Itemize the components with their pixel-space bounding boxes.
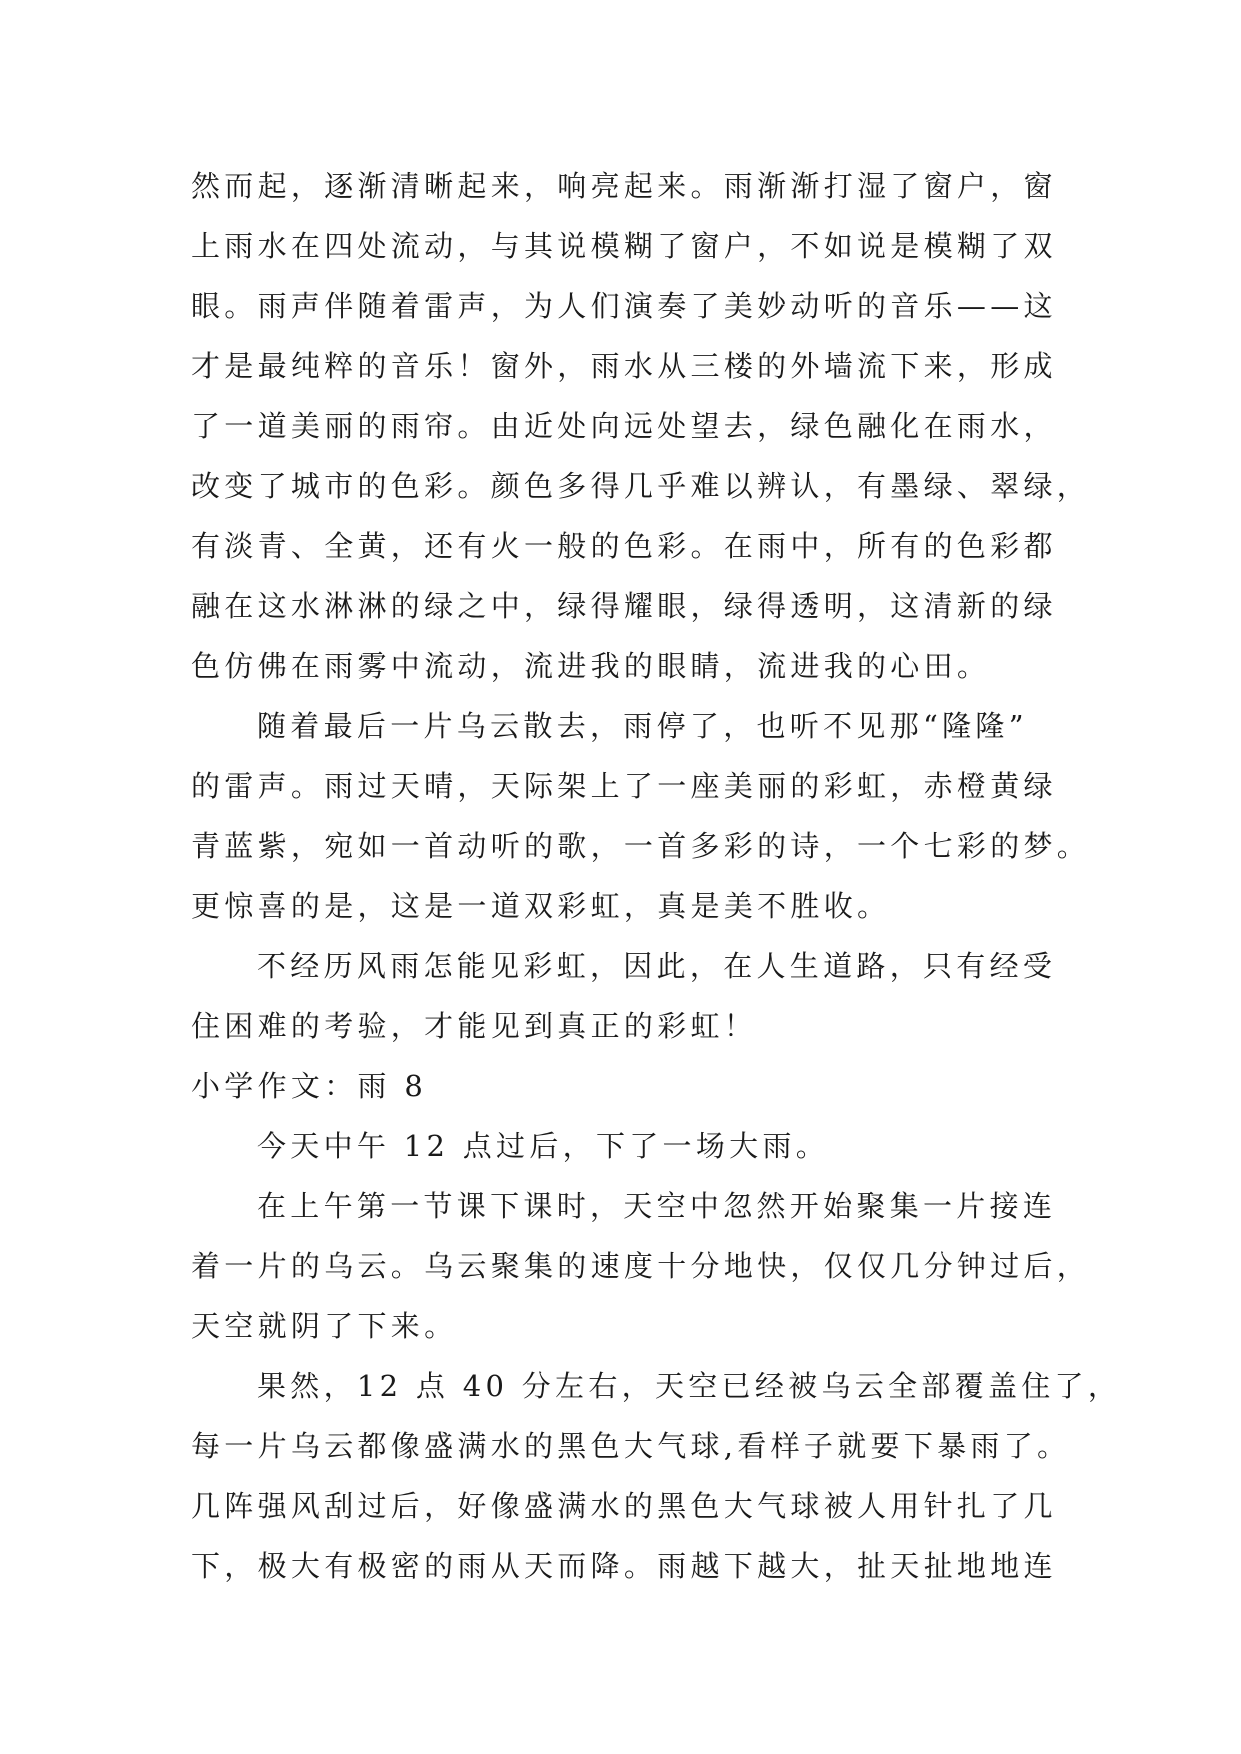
text-line: 下，极大有极密的雨从天而降。雨越下越大，扯天扯地地连 [191,1549,1057,1583]
paragraph-start-line: 今天中午 12 点过后，下了一场大雨。 [257,1129,830,1163]
paragraph-start-line: 在上午第一节课下课时，天空中忽然开始聚集一片接连 [257,1189,1057,1223]
text-line: 色仿佛在雨雾中流动，流进我的眼睛，流进我的心田。 [191,649,991,683]
paragraph-start-line: 果然，12 点 40 分左右，天空已经被乌云全部覆盖住了， [257,1369,1122,1403]
text-line: 上雨水在四处流动，与其说模糊了窗户，不如说是模糊了双 [191,229,1057,263]
text-line: 更惊喜的是，这是一道双彩虹，真是美不胜收。 [191,889,891,923]
text-line: 的雷声。雨过天晴，天际架上了一座美丽的彩虹，赤橙黄绿 [191,769,1057,803]
paragraph-start-line: 不经历风雨怎能见彩虹，因此，在人生道路，只有经受 [257,949,1057,983]
text-line: 才是最纯粹的音乐！窗外，雨水从三楼的外墙流下来，形成 [191,349,1057,383]
text-line: 然而起，逐渐清晰起来，响亮起来。雨渐渐打湿了窗户，窗 [191,169,1057,203]
text-line: 每一片乌云都像盛满水的黑色大气球,看样子就要下暴雨了。 [191,1429,1071,1463]
text-line: 天空就阴了下来。 [191,1309,458,1343]
text-line: 了一道美丽的雨帘。由近处向远处望去，绿色融化在雨水， [191,409,1057,443]
paragraph-start-line: 随着最后一片乌云散去，雨停了，也听不见那“隆隆” [257,709,1028,743]
text-line: 眼。雨声伴随着雷声，为人们演奏了美妙动听的音乐——这 [191,289,1057,323]
essay-heading: 小学作文：雨 8 [191,1069,428,1103]
text-line: 青蓝紫，宛如一首动听的歌，一首多彩的诗，一个七彩的梦。 [191,829,1091,863]
text-line: 有淡青、全黄，还有火一般的色彩。在雨中，所有的色彩都 [191,529,1057,563]
text-line: 着一片的乌云。乌云聚集的速度十分地快，仅仅几分钟过后， [191,1249,1091,1283]
text-line: 改变了城市的色彩。颜色多得几乎难以辨认，有墨绿、翠绿， [191,469,1091,503]
text-line: 融在这水淋淋的绿之中，绿得耀眼，绿得透明，这清新的绿 [191,589,1057,623]
text-line: 住困难的考验，才能见到真正的彩虹！ [191,1009,758,1043]
essay-text [191,156,1122,1596]
text-line: 几阵强风刮过后，好像盛满水的黑色大气球被人用针扎了几 [191,1489,1057,1523]
